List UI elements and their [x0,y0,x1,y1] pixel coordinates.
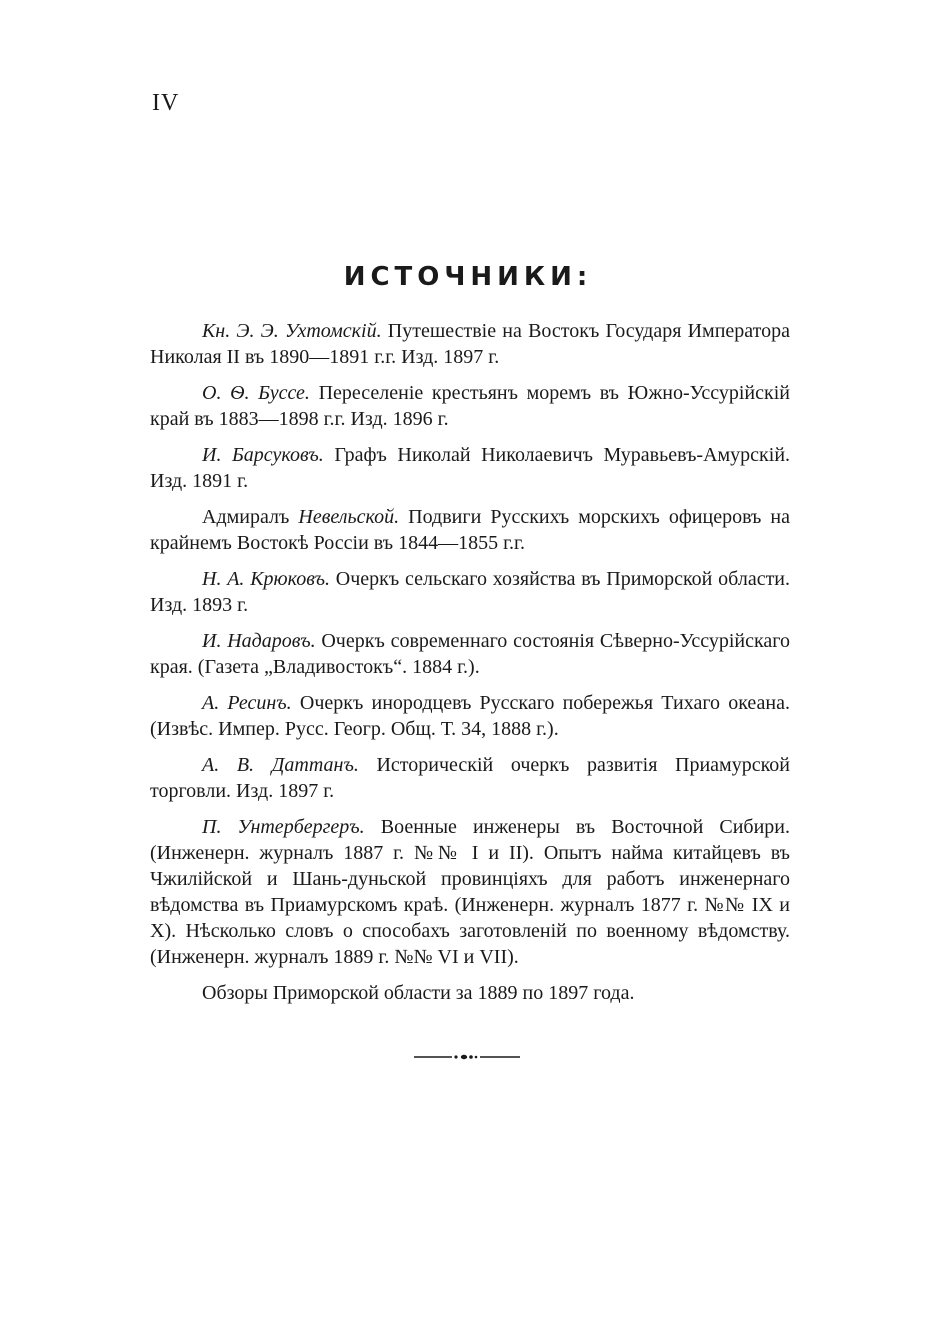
source-author: И. Барсуковъ. [202,444,324,466]
source-author: И. Надаровъ. [202,630,316,652]
source-author: П. Унтербергеръ. [202,816,365,838]
source-text: Подвиги Русскихъ морскихъ офицеровъ на крайнемъ Востокѣ Россіи въ 1844—1855 г.г. [150,506,791,554]
source-text: Очеркъ сельскаго хозяйства въ Приморской области. Изд. 1893 г. [150,568,791,616]
source-entry [150,690,790,742]
source-text: Очеркъ современнаго состоянія Сѣверно-Уссурійскаго края. (Газета „Владивостокъ“. 1884 г.). [150,630,790,678]
sources-list [150,318,790,1016]
source-entry [150,442,790,494]
source-author: Кн. Э. Э. Ухтомскій. [202,320,382,342]
source-entry [150,814,790,970]
source-prefix: Адмиралъ [202,506,290,528]
source-entry [150,566,790,618]
source-entry [150,380,790,432]
source-entry [150,318,790,370]
source-author: А. Ресинъ. [202,692,292,714]
source-text: Военные инженеры въ Восточной Сибири. (Инженерн. журналъ 1887 г. №№ I и II). Опытъ найма китайцевъ въ Чжилійской и Шань-дуньской провинціяхъ для работъ инженернаго вѣдомства въ Приамурскомъ краѣ. (Инженерн. журналъ 1877 г. №№ IX и X). Нѣсколько словъ о способахъ заготовленій по военному вѣдомству. (Инженерн. журналъ 1889 г. №№ VI и VII). [150,816,790,968]
source-text: Путешествіе на Востокъ Государя Императора Николая II въ 1890—1891 г.г. Изд. 1897 г. [150,320,790,368]
source-author: Невельской. [298,506,400,528]
source-text: Обзоры Приморской области за 1889 по 1897 года. [202,982,635,1004]
section-end-ornament [414,1051,520,1063]
page-number: IV [152,90,180,116]
source-entry [150,980,790,1006]
source-text: Историческій очеркъ развитія Приамурской торговли. Изд. 1897 г. [150,754,790,802]
source-author: Н. А. Крюковъ. [202,568,330,590]
source-author: О. Ѳ. Буссе. [202,382,310,404]
source-author: А. В. Даттанъ. [202,754,359,776]
page-title: ИСТОЧНИКИ: [343,262,593,292]
source-entry [150,752,790,804]
source-text: Графъ Николай Николаевичъ Муравьевъ-Амурскій. Изд. 1891 г. [150,444,791,492]
source-entry [150,504,790,556]
source-text: Переселеніе крестьянъ моремъ въ Южно-Уссурійскій край въ 1883—1898 г.г. Изд. 1896 г. [150,382,790,430]
source-entry [150,628,790,680]
source-text: Очеркъ инородцевъ Русскаго побережья Тихаго океана. (Извѣс. Импер. Русс. Геогр. Общ. Т. 34, 1888 г.). [150,692,790,740]
